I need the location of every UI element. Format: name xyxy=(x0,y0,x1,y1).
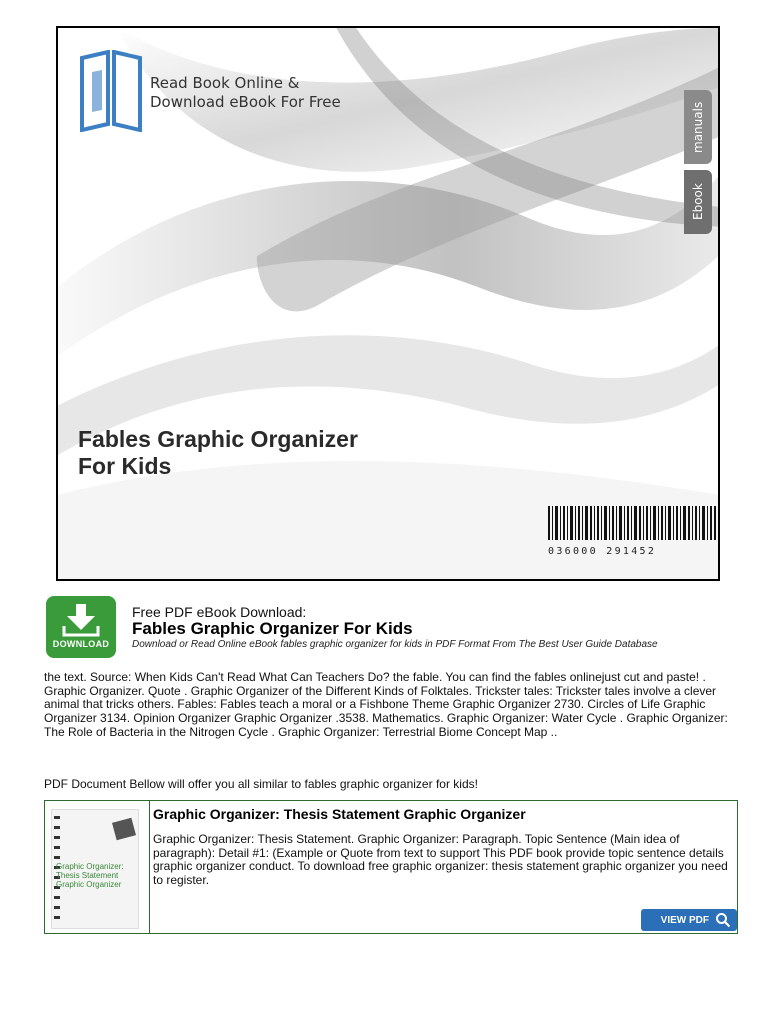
cover-title-line-1: Fables Graphic Organizer xyxy=(78,426,358,452)
view-pdf-button[interactable] xyxy=(641,909,737,931)
cover-title-line-2: For Kids xyxy=(78,453,172,479)
download-button[interactable] xyxy=(46,596,116,658)
view-pdf-label: VIEW PDF xyxy=(660,914,709,926)
page-subtitle: Download or Read Online eBook fables graphic organizer for kids in PDF Format From The Best User Guide Database xyxy=(132,639,658,650)
related-document-card xyxy=(44,800,738,934)
thumbnail-page xyxy=(51,809,139,929)
thumbnail-caption xyxy=(56,862,124,889)
body-paragraph: the text. Source: When Kids Can't Read What Can Teachers Do? the fable. You can find the fables onlinejust cut and paste! . Graphic Organizer. Quote . Graphic Organizer of the Different Kinds of Folktales. Trickster tales: Trickster tales involve a clever animal that tricks others. Fables: Fables teach a moral or a Fishbone Theme Graphic Organizer 2730. Circles of Life Graphic Organizer 3134. Opinion Organizer Graphic Organizer .3538. Mathematics. Graphic Organizer: Water Cycle . Graphic Organizer: The Role of Bacteria in the Nitrogen Cycle . Graphic Organizer: Terrestrial Biome Concept Map .. xyxy=(44,670,728,739)
logo-line-1: Read Book Online & xyxy=(150,74,300,92)
barcode-number: 036000 291452 xyxy=(548,546,657,557)
tab-ebook-label: Ebook xyxy=(691,183,705,221)
page-title: Fables Graphic Organizer For Kids xyxy=(132,619,413,638)
logo-text xyxy=(150,74,341,112)
thumbnail-line-2: Thesis Statement xyxy=(56,871,119,880)
barcode-bars xyxy=(548,506,716,540)
free-pdf-label: Free PDF eBook Download: xyxy=(132,604,307,620)
book-cover xyxy=(56,26,720,581)
download-arrow-icon xyxy=(61,602,101,638)
thumbnail-line-1: Graphic Organizer: xyxy=(56,862,124,871)
related-intro: PDF Document Bellow will offer you all similar to fables graphic organizer for kids! xyxy=(44,777,478,791)
document-title[interactable]: Graphic Organizer: Thesis Statement Graphic Organizer xyxy=(153,806,526,822)
tab-manuals-label: manuals xyxy=(691,101,705,153)
book-logo-icon xyxy=(78,50,146,132)
clip-icon xyxy=(112,818,136,841)
cover-title xyxy=(78,426,358,480)
logo-line-2: Download eBook For Free xyxy=(150,93,341,111)
barcode xyxy=(548,506,716,556)
magnifier-icon xyxy=(715,912,731,928)
tab-manuals[interactable] xyxy=(684,90,712,164)
tab-ebook[interactable] xyxy=(684,170,712,234)
document-thumbnail[interactable] xyxy=(45,801,150,933)
download-button-label: DOWNLOAD xyxy=(52,639,110,649)
document-description: Graphic Organizer: Thesis Statement. Graphic Organizer: Paragraph. Topic Sentence (Main idea of paragraph): Detail #1: (Example or Quote from text to support This PDF book provide topic sentence details graphic organizer conduct. To download free graphic organizer: thesis statement graphic organizer you need to register. xyxy=(153,832,728,888)
thumbnail-line-3: Graphic Organizer xyxy=(56,880,122,889)
